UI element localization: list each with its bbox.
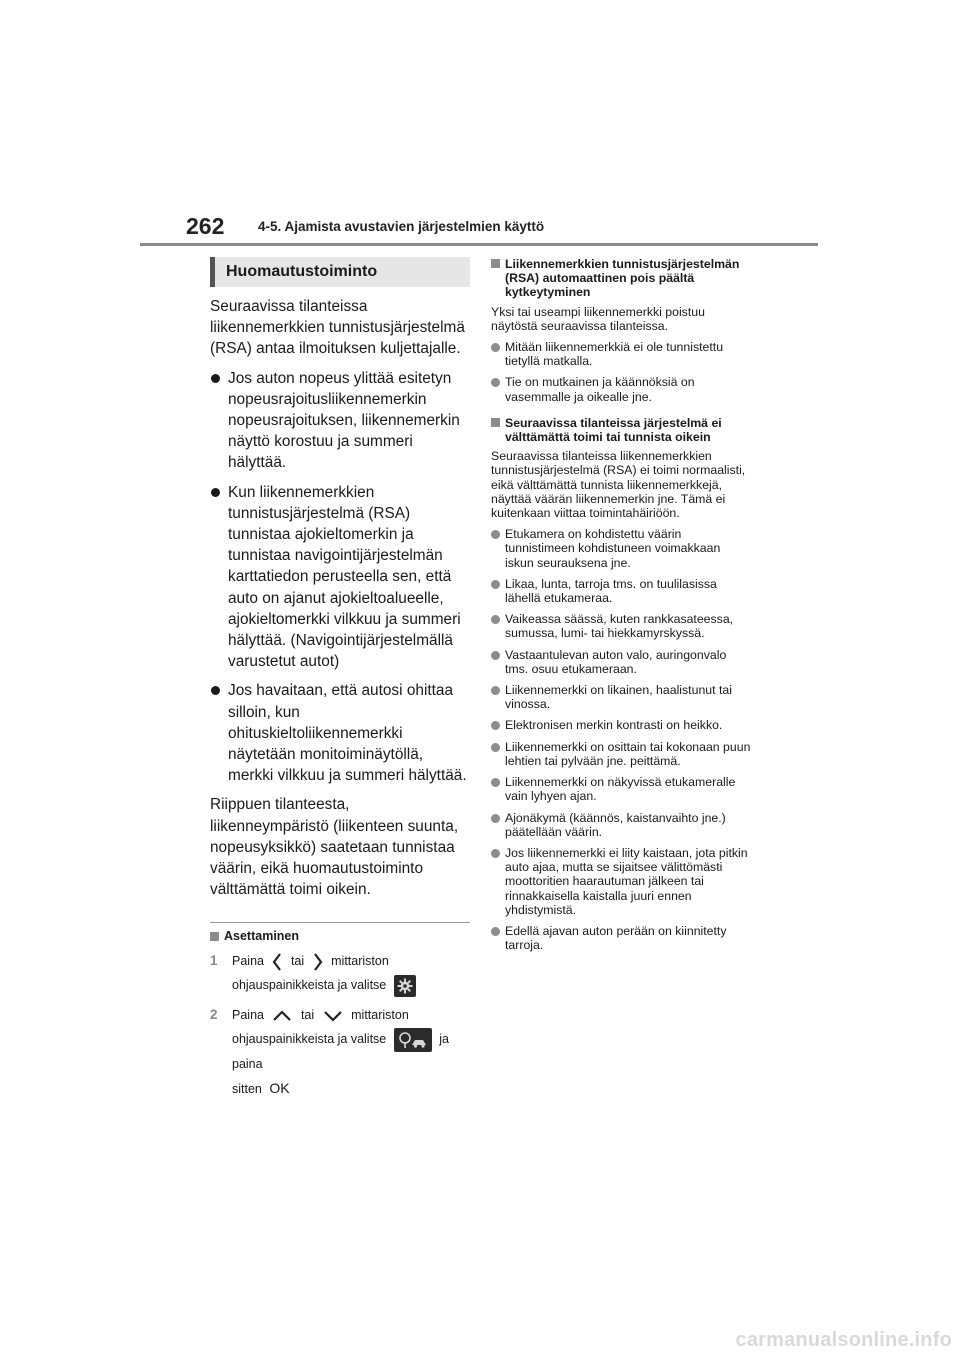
step-text: tai [300,1008,315,1023]
chevron-up-icon [272,1010,292,1022]
list-item-text: Jos havaitaan, että autosi ohittaa silloin, kun ohituskieltoliikennemerkki näytetään monitoiminäytöllä, merkki vilkkuu ja summeri hälyttää. [228,682,467,785]
gear-icon [394,975,416,997]
page-number: 262 [186,213,225,239]
step-text: sitten [232,1082,262,1097]
bullet-icon [491,814,500,823]
bullet-icon [491,778,500,787]
divider [210,922,470,923]
list-item [491,340,751,368]
list-item-text: Vastaantulevan auton valo, auringonvalo tms. osuu etukameraan. [505,647,727,676]
list-item [491,612,751,640]
list-item-text: Liikennemerkki on näkyvissä etukameralle vain lyhyen ajan. [505,775,736,804]
subheading-text: Seuraavissa tilanteissa järjestelmä ei välttämättä toimi tai tunnista oikein [505,415,722,445]
step-text: ja paina [232,1032,449,1072]
paragraph: Yksi tai useampi liikennemerkki poistuu näytöstä seuraavissa tilanteissa. [491,304,705,333]
list-item-text: Mitään liikennemerkkiä ei ole tunnistettu tietyllä matkalla. [505,340,724,369]
chapter-title: 4-5. Ajamista avustavien järjestelmien käyttö [258,219,545,234]
step-text: mittariston ohjauspainikkeista ja valitse [232,954,389,993]
step-number: 2 [210,1007,218,1023]
left-column [210,257,470,1101]
step-1 [210,949,470,997]
list-item-text: Jos liikennemerkki ei liity kaistaan, jota pitkin auto ajaa, mutta se sijaitsee välittömästi moottoritien haarautuman jälkeen tai rinnakkaisella kaistalla juuri ennen yhdistymistä. [505,845,748,917]
bullet-icon [491,651,500,660]
section-title: Huomautustoiminto [226,263,378,280]
list-item [491,811,751,839]
section-title-box [210,257,470,287]
bullet-icon [491,343,500,352]
list-item-text: Ajonäkymä (käännös, kaistanvaihto jne.) päätellään väärin. [505,810,726,839]
chevron-left-icon [272,952,282,972]
square-bullet-icon [210,932,219,941]
bullet-icon [211,374,220,383]
closing-paragraph: Riippuen tilanteesta, liikenneympäristö (liikenteen suunta, nopeusyksikkö) saatetaan tunnistaa väärin, eikä huomautustoiminto välttämättä toimi oikein. [210,796,459,899]
watermark: carmanualsonline.info [735,1329,952,1351]
square-bullet-icon [491,259,500,268]
list-item [491,924,751,952]
right-column [491,257,751,952]
list-item-text: Tie on mutkainen ja käännöksiä on vasemmalle ja oikealle jne. [505,375,695,404]
list-item-text: Kun liikennemerkkien tunnistusjärjestelmä (RSA) tunnistaa ajokieltomerkin ja tunnistaa navigointijärjestelmän karttatiedon perusteella sen, että auto on ajanut ajokieltoalueelle, ajokieltomerkki vilkkuu ja summeri hälyttää. (Navigointijärjestelmällä varustetut autot) [228,483,461,671]
setting-title: Asettaminen [224,929,300,944]
step-text: mittariston ohjauspainikkeista ja valitse [232,1008,409,1047]
list-item [491,375,751,403]
bullet-icon [491,927,500,936]
list-item [491,846,751,917]
step-text: Paina [232,1008,264,1023]
bullet-icon [211,488,220,497]
list-item [491,648,751,676]
road-sign-assist-icon [394,1028,432,1052]
subheading-text: Liikennemerkkien tunnistusjärjestelmän (RSA) automaattinen pois päältä kytkeytyminen [505,257,740,300]
bullet-icon [491,743,500,752]
step-number: 1 [210,953,218,969]
bullet-icon [491,721,500,730]
ok-button-label: OK [269,1080,290,1097]
bullet-icon [491,849,500,858]
intro-paragraph: Seuraavissa tilanteissa liikennemerkkien tunnistusjärjestelmä (RSA) antaa ilmoituksen kuljettajalle. [210,298,465,358]
chevron-down-icon [323,1010,343,1022]
paragraph: Seuraavissa tilanteissa liikennemerkkien tunnistusjärjestelmä (RSA) ei toimi normaalisti, eikä välttämättä tunnista liikennemerkkejä, näyttää väärän liikennemerkin jne. Tämä ei kuitenkaan viittaa toimintahäiriöön. [491,449,746,521]
bullet-icon [491,530,500,539]
list-item [491,683,751,711]
header-rule [140,243,818,246]
step-text: tai [290,954,305,969]
bullet-icon [491,615,500,624]
list-item-text: Liikennemerkki on likainen, haalistunut tai vinossa. [505,683,732,712]
setting-heading [210,929,470,943]
list-item [210,482,470,673]
bullet-icon [491,580,500,589]
subheading-auto-off [491,257,751,300]
bullet-icon [491,378,500,387]
bullet-icon [211,686,220,695]
list-item-text: Etukamera on kohdistettu väärin tunnistimeen kohdistuneen voimakkaan iskun seurauksena jne. [505,527,721,570]
list-item-text: Jos auton nopeus ylittää esitetyn nopeusrajoitusliikennemerkin nopeusrajoituksen, liikennemerkin näyttö korostuu ja summeri hälyttää. [228,369,460,472]
list-item-text: Likaa, lunta, tarroja tms. on tuulilasissa lähellä etukameraa. [505,576,717,606]
list-item [491,577,751,605]
list-item-text: Edellä ajavan auton perään on kiinnitetty tarroja. [505,923,727,953]
list-item [491,775,751,803]
step-2 [210,1003,470,1101]
subheading-limitations [491,416,751,444]
list-item [210,680,470,786]
list-item [491,527,751,570]
list-item [210,368,470,474]
list-item [491,718,751,732]
list-item-text: Liikennemerkki on osittain tai kokonaan puun lehtien tai pylvään jne. peittämä. [505,739,751,768]
list-item-text: Elektronisen merkin kontrasti on heikko. [505,718,723,733]
list-item-text: Vaikeassa säässä, kuten rankkasateessa, sumussa, lumi- tai hiekkamyrskyssä. [505,612,734,641]
list-item [491,740,751,768]
square-bullet-icon [491,418,500,427]
bullet-icon [491,686,500,695]
step-text: Paina [232,954,264,969]
chevron-right-icon [313,952,323,972]
